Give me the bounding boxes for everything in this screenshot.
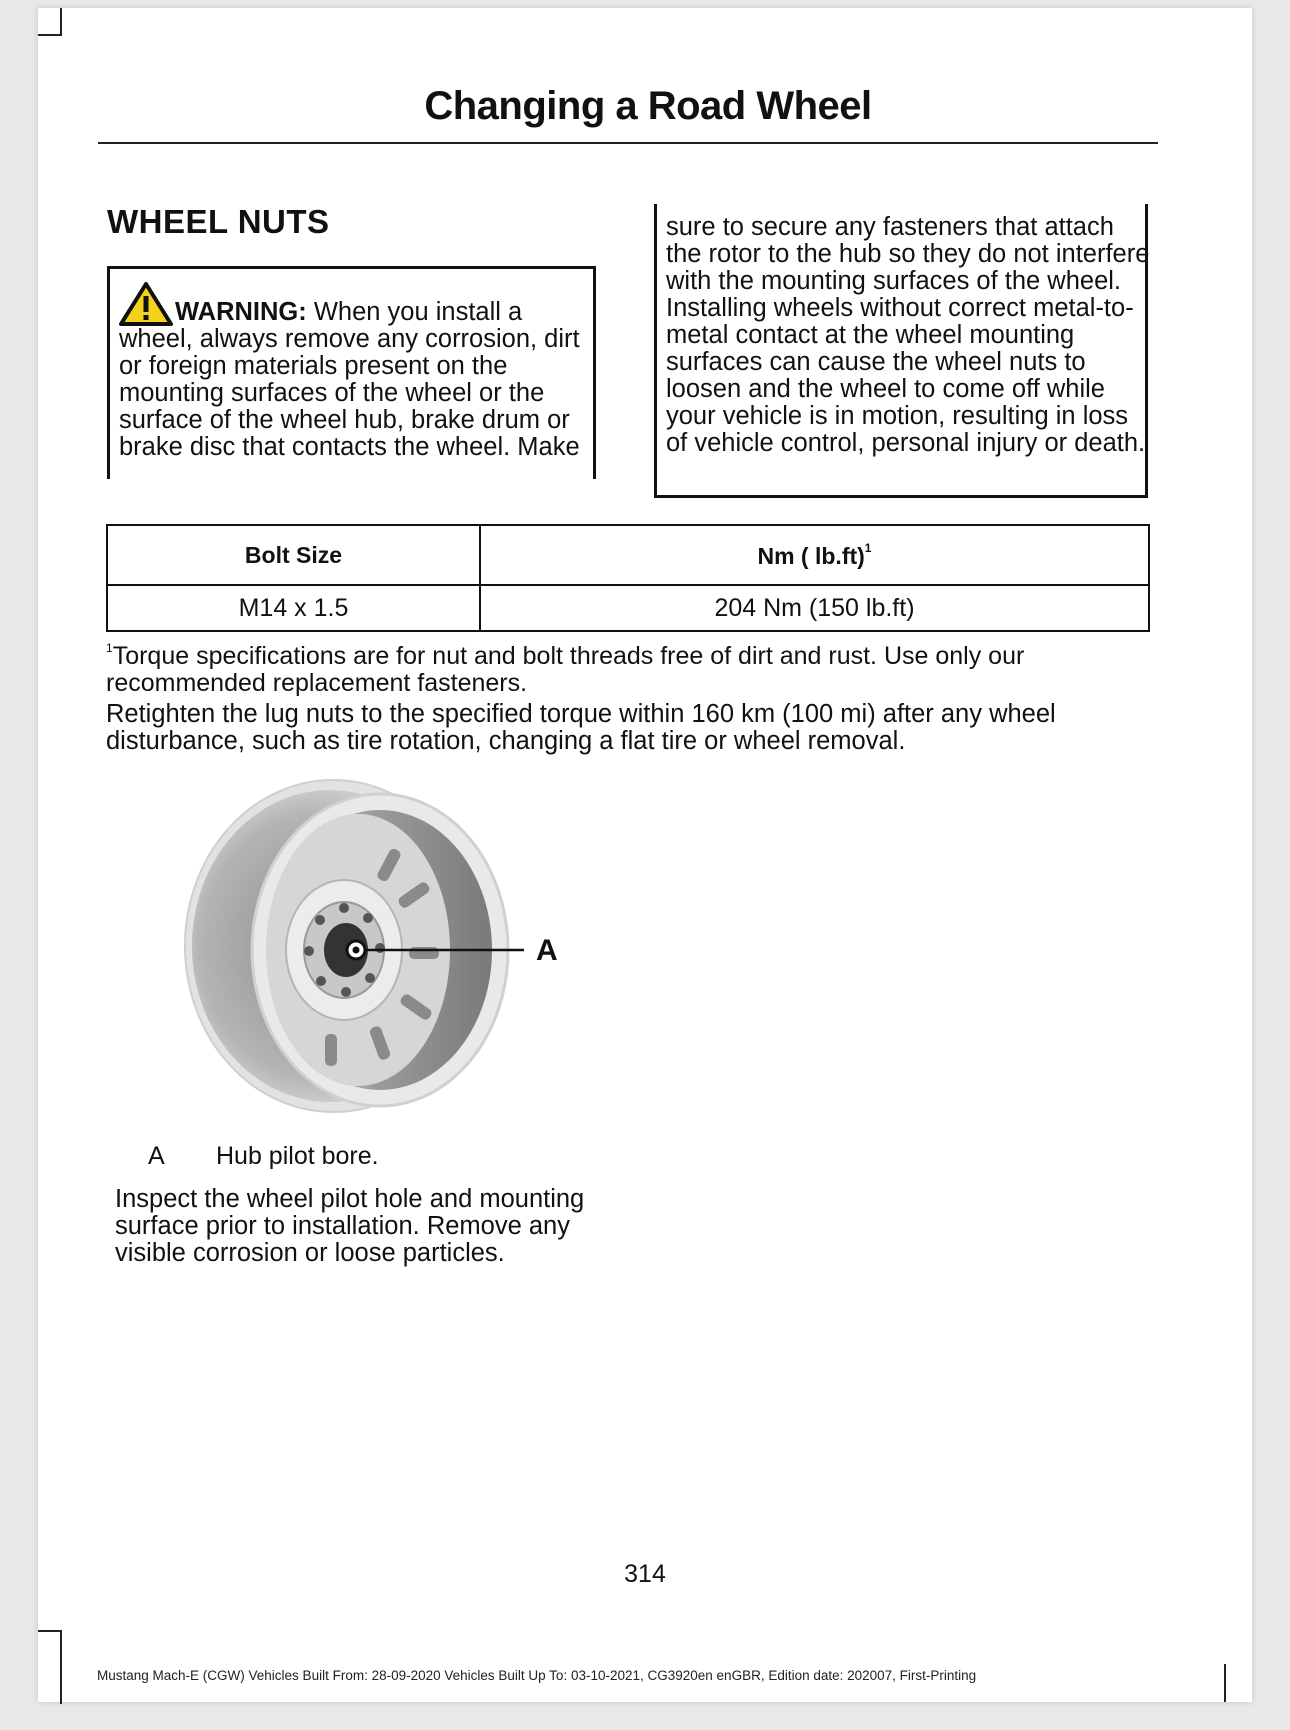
table-header-torque: Nm ( lb.ft)$^1$: [480, 525, 1149, 585]
wheel-illustration: [158, 778, 618, 1118]
crop-mark-bottom-left: [38, 1630, 62, 1704]
inspect-paragraph: Inspect the wheel pilot hole and mounting surface prior to installation. Remove any visible corrosion or loose particles.: [115, 1185, 585, 1267]
crop-mark-top-left: [38, 8, 62, 36]
table-cell-bolt-size: M14 x 1.5: [107, 585, 480, 631]
table-row: [107, 585, 1149, 631]
caption-key: A: [148, 1142, 165, 1170]
table-cell-torque: 204 Nm (150 lb.ft): [480, 585, 1149, 631]
retighten-paragraph: Retighten the lug nuts to the specified torque within 160 km (100 mi) after any wheel disturbance, such as tire rotation, changing a flat tire or wheel removal.: [106, 700, 1056, 755]
warning-body-right: sure to secure any fasteners that attach the rotor to the hub so they do not interfere with the mounting surfaces of the wheel. Installing wheels without correct metal-to-metal contact at the wheel mounting surfaces can cause the wheel nuts to loosen and the wheel to come off while your vehicle is in motion, resulting in loss of vehicle control, personal injury or death.: [666, 213, 1150, 457]
manual-page: [38, 8, 1252, 1702]
page-title: Changing a Road Wheel: [424, 84, 872, 128]
caption-text: Hub pilot bore.: [216, 1142, 379, 1170]
warning-box-right: [654, 204, 1148, 498]
table-header-bolt-size: Bolt Size: [107, 525, 480, 585]
footnote-number: 1: [106, 641, 113, 655]
figure-callout-a: A: [536, 934, 558, 967]
warning-label: WARNING:: [175, 298, 307, 326]
crop-mark-bottom-left-inner: [60, 1688, 64, 1702]
table-header-row: [107, 525, 1149, 585]
torque-spec-table: [106, 524, 1150, 632]
warning-body-left: When you install a wheel, always remove any corrosion, dirt or foreign materials present on the mounting surfaces of the wheel or the surface of the wheel hub, brake drum or brake disc that contacts the wheel. Make: [119, 298, 580, 461]
warning-box-left: [107, 266, 596, 479]
warning-triangle-icon: [119, 282, 173, 326]
page-number: 314: [624, 1560, 666, 1588]
table-footnote: [106, 635, 1156, 697]
footnote-mark: 1: [864, 540, 872, 555]
title-divider: [98, 142, 1158, 144]
crop-mark-bottom-right: [1224, 1664, 1228, 1702]
warning-text-left: [119, 282, 599, 461]
document-footer: Mustang Mach-E (CGW) Vehicles Built From: 28-09-2020 Vehicles Built Up To: 03-10-2021, CG3920en enGBR, Edition date: 202007, First-Printing: [97, 1668, 977, 1683]
section-heading: WHEEL NUTS: [107, 203, 330, 240]
footnote-text: Torque specifications are for nut and bolt threads free of dirt and rust. Use only our recommended replacement fasteners.: [106, 642, 1025, 697]
